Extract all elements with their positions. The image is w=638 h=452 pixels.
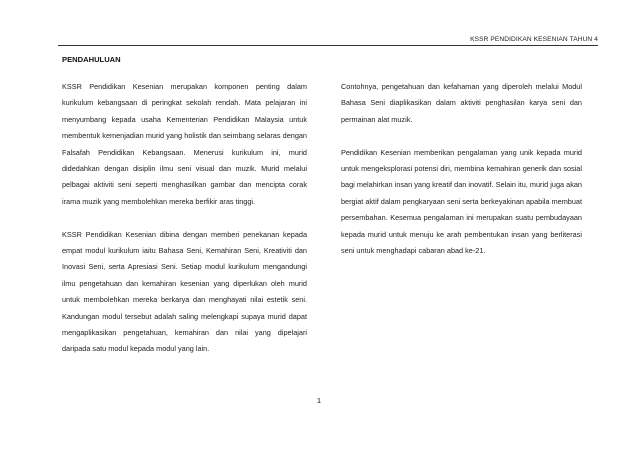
section-title: PENDAHULUAN <box>62 55 121 64</box>
left-paragraph-1: KSSR Pendidikan Kesenian merupakan komponen penting dalam kurikulum kebangsaan di peringkat sekolah rendah. Mata pelajaran ini menyumbang kepada usaha Kementerian Pendidikan Malaysia untuk membentuk kemenjadian murid yang holistik dan seimbang selaras dengan Falsafah Pendidikan Kebangsaan. Menerusi kurikulum ini, murid didedahkan dengan disiplin ilmu seni visual dan muzik. Murid melalui pelbagai aktiviti seni seperti menghasilkan gambar dan mencipta corak irama muzik yang membolehkan mereka berfikir aras tinggi. <box>62 82 307 206</box>
right-paragraph-2: Pendidikan Kesenian memberikan pengalaman yang unik kepada murid untuk mengeksplorasi potensi diri, membina kemahiran generik dan sosial bagi melahirkan insan yang kreatif dan inovatif. Selain itu, murid juga akan bergiat aktif dalam pengkaryaan seni serta berkeyakinan apabila membuat persembahan. Kesemua pengalaman ini merupakan suatu pembudayaan kepada murid untuk menuju ke arah pembentukan insan yang berliterasi seni untuk menghadapi cabaran abad ke-21. <box>341 147 582 256</box>
left-paragraph-2: KSSR Pendidikan Kesenian dibina dengan memberi penekanan kepada empat modul kurikulum iaitu Bahasa Seni, Kemahiran Seni, Kreativiti dan Inovasi Seni, serta Apresiasi Seni. Setiap modul kurikulum mengandungi ilmu pengetahuan dan kemahiran kesenian yang diperlukan oleh murid untuk membolehkan mereka berkarya dan menghayati nilai estetik seni. Kandungan modul tersebut adalah saling melengkapi supaya murid dapat mengaplikasikan pengetahuan, kemahiran dan nilai yang dipelajari daripada satu modul kepada modul yang lain. <box>62 229 307 354</box>
page-number: 1 <box>316 396 322 405</box>
header-divider <box>58 45 598 46</box>
right-column <box>341 79 582 276</box>
running-header: KSSR PENDIDIKAN KESENIAN TAHUN 4 <box>470 36 598 43</box>
left-column <box>62 79 307 374</box>
right-paragraph-1: Contohnya, pengetahuan dan kefahaman yang diperoleh melalui Modul Bahasa Seni diaplikasikan dalam aktiviti penghasilan karya seni dan permainan alat muzik. <box>341 82 582 124</box>
